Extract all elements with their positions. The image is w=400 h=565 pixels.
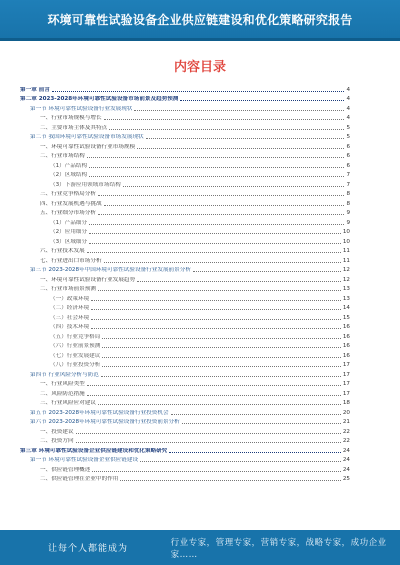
toc-entry-label: 第一节 环境可靠性试验设备行业发展现状 xyxy=(30,105,133,112)
toc-entry-label: 三、行业竞争格局分析 xyxy=(40,191,96,197)
toc-entry[interactable] xyxy=(20,379,350,389)
toc-leader-dots xyxy=(180,100,344,101)
toc-leader-dots xyxy=(92,471,341,472)
toc-leader-dots xyxy=(137,148,344,149)
toc-entry-page: 17 xyxy=(342,381,350,387)
toc-leader-dots xyxy=(87,395,341,396)
toc-entry[interactable] xyxy=(20,189,350,199)
toc-entry-label: 一、投资建议 xyxy=(40,428,74,435)
toc-entry[interactable] xyxy=(20,122,350,132)
toc-entry-page: 6 xyxy=(346,162,350,169)
toc-entry[interactable] xyxy=(20,322,350,332)
toc-entry[interactable] xyxy=(20,369,350,379)
toc-entry[interactable] xyxy=(20,94,350,104)
toc-leader-dots xyxy=(137,281,341,282)
toc-entry-label: 二、风险防范措施 xyxy=(40,390,85,397)
toc-entry[interactable] xyxy=(20,179,350,189)
report-footer xyxy=(0,530,400,565)
toc-entry-label: 第五节 2023-2028年环境可靠性试验设备行业投资机会 xyxy=(30,409,169,416)
toc-entry-page: 4 xyxy=(346,96,350,102)
toc-entry[interactable] xyxy=(20,103,350,113)
toc-entry[interactable] xyxy=(20,331,350,341)
toc-entry-label: 三、行业风险应对建议 xyxy=(40,400,96,406)
toc-leader-dots xyxy=(104,119,345,120)
toc-leader-dots xyxy=(102,347,341,348)
toc-entry[interactable] xyxy=(20,236,350,246)
toc-entry-page: 20 xyxy=(342,409,350,416)
toc-entry[interactable] xyxy=(20,474,350,484)
toc-entry[interactable] xyxy=(20,417,350,427)
toc-leader-dots xyxy=(89,167,344,168)
toc-leader-dots xyxy=(76,433,341,434)
toc-entry-label: 六、行业技术发展 xyxy=(40,248,85,254)
toc-entry-label: 第一节 环境可靠性试验设备企业供应链建设 xyxy=(30,457,139,463)
toc-leader-dots xyxy=(134,110,344,111)
toc-leader-dots xyxy=(98,195,344,196)
toc-leader-dots xyxy=(171,414,341,415)
toc-entry[interactable] xyxy=(20,407,350,417)
toc-leader-dots xyxy=(104,262,341,263)
toc-entry[interactable] xyxy=(20,132,350,142)
toc-entry-page: 12 xyxy=(342,267,350,273)
toc-entry-label: 一、供应链管理概述 xyxy=(40,466,91,473)
footer-tagline: 行业专家，管理专家，营销专家，战略专家，成功企业家…… xyxy=(170,537,387,560)
toc-entry-label: （三）社会环境 xyxy=(50,314,90,321)
toc-entry-label: 第三章 环境可靠性试验设备企业供应链建设和优化策略研究 xyxy=(20,447,168,454)
toc-entry[interactable] xyxy=(20,265,350,275)
toc-entry[interactable] xyxy=(20,151,350,161)
toc-leader-dots xyxy=(91,309,341,310)
toc-entry-label: 第三节 2023-2028年中国环境可靠性试验设备行业发展前景分析 xyxy=(30,267,191,273)
toc-entry-label: 二、行业市场结构 xyxy=(40,153,85,159)
toc-entry-page: 16 xyxy=(342,333,350,340)
toc-entry[interactable] xyxy=(20,293,350,303)
toc-entry-page: 4 xyxy=(346,115,350,121)
toc-entry-page: 13 xyxy=(342,295,350,302)
toc-leader-dots xyxy=(102,366,341,367)
toc-entry-page: 4 xyxy=(346,105,350,112)
toc-entry-label: （3）下游应用领域市场结构 xyxy=(50,181,121,188)
toc-leader-dots xyxy=(89,243,341,244)
report-title: 环境可靠性试验设备企业供应链建设和优化策略研究报告 xyxy=(47,12,353,27)
toc-entry-page: 24 xyxy=(342,466,350,473)
toc-entry[interactable] xyxy=(20,426,350,436)
toc-leader-dots xyxy=(120,480,341,481)
toc-entry[interactable] xyxy=(20,208,350,218)
toc-leader-dots xyxy=(91,319,341,320)
toc-leader-dots xyxy=(89,176,344,177)
table-of-contents xyxy=(20,84,350,483)
toc-entry-page: 7 xyxy=(346,181,350,188)
toc-entry[interactable] xyxy=(20,198,350,208)
toc-entry[interactable] xyxy=(20,455,350,465)
toc-leader-dots xyxy=(76,442,341,443)
toc-entry-label: （五）行业竞争格局 xyxy=(50,333,101,340)
toc-leader-dots xyxy=(146,138,345,139)
toc-entry-label: （3）区域细分 xyxy=(50,238,88,245)
toc-entry-page: 16 xyxy=(342,352,350,359)
toc-entry-label: 第四节 行业风险分析与防范 xyxy=(30,371,99,378)
toc-entry-label: 二、行业市场前景预测 xyxy=(40,286,96,292)
toc-entry-label: 第一章 前言 xyxy=(20,86,50,93)
toc-entry-page: 24 xyxy=(342,457,350,463)
toc-leader-dots xyxy=(169,452,340,453)
toc-leader-dots xyxy=(98,214,344,215)
toc-entry[interactable] xyxy=(20,84,350,94)
toc-entry-page: 14 xyxy=(342,305,350,311)
toc-leader-dots xyxy=(52,91,345,92)
toc-entry[interactable] xyxy=(20,141,350,151)
toc-leader-dots xyxy=(87,385,341,386)
toc-entry-page: 25 xyxy=(342,476,350,482)
toc-entry-label: （2）区域结构 xyxy=(50,172,88,178)
toc-entry-label: （二）经济环境 xyxy=(50,305,90,311)
toc-entry[interactable] xyxy=(20,217,350,227)
toc-leader-dots xyxy=(104,205,345,206)
header-divider xyxy=(0,38,400,41)
toc-leader-dots xyxy=(102,357,341,358)
toc-leader-dots xyxy=(182,423,341,424)
toc-entry-page: 16 xyxy=(342,324,350,330)
toc-entry-page: 22 xyxy=(342,428,350,435)
toc-entry[interactable] xyxy=(20,246,350,256)
toc-leader-dots xyxy=(109,129,344,130)
toc-entry-page: 24 xyxy=(342,447,350,454)
toc-entry-page: 12 xyxy=(342,276,350,283)
toc-entry-label: 一、行业风险类型 xyxy=(40,381,85,387)
toc-entry-label: （一）政策环境 xyxy=(50,295,90,302)
toc-leader-dots xyxy=(89,233,341,234)
toc-entry-page: 10 xyxy=(342,238,350,245)
toc-leader-dots xyxy=(91,328,341,329)
toc-entry[interactable] xyxy=(20,445,350,455)
toc-entry-page: 16 xyxy=(342,343,350,349)
toc-entry[interactable] xyxy=(20,303,350,313)
toc-leader-dots xyxy=(89,224,344,225)
toc-entry[interactable] xyxy=(20,227,350,237)
toc-entry[interactable] xyxy=(20,350,350,360)
toc-leader-dots xyxy=(140,461,341,462)
toc-entry-page: 9 xyxy=(346,210,350,216)
toc-entry[interactable] xyxy=(20,170,350,180)
toc-entry-page: 9 xyxy=(346,219,350,226)
toc-leader-dots xyxy=(87,252,341,253)
toc-leader-dots xyxy=(101,376,341,377)
toc-entry[interactable] xyxy=(20,398,350,408)
toc-entry-page: 13 xyxy=(342,286,350,292)
toc-entry-label: 一、行业市场规模与增长 xyxy=(40,115,102,121)
toc-entry-label: （1）产品细分 xyxy=(50,219,88,226)
toc-entry-label: （2）应用细分 xyxy=(50,229,88,235)
toc-entry[interactable] xyxy=(20,388,350,398)
toc-entry[interactable] xyxy=(20,284,350,294)
toc-entry[interactable] xyxy=(20,274,350,284)
toc-entry-page: 8 xyxy=(346,200,350,207)
toc-entry-label: 第六节 2023-2028年环境可靠性试验设备行业投资前景分析 xyxy=(30,419,180,425)
toc-entry-label: 五、行业细分市场分析 xyxy=(40,210,96,216)
toc-entry-page: 22 xyxy=(342,438,350,444)
toc-entry-page: 5 xyxy=(346,134,350,140)
toc-entry-page: 11 xyxy=(342,257,350,264)
toc-entry-label: 二、主要市场主体及其特点 xyxy=(40,124,108,131)
toc-entry[interactable] xyxy=(20,160,350,170)
toc-entry-label: 二、供应链管理在企业中的作用 xyxy=(40,476,119,482)
toc-entry-label: （四）技术环境 xyxy=(50,324,90,330)
toc-entry[interactable] xyxy=(20,341,350,351)
toc-leader-dots xyxy=(193,271,341,272)
toc-entry-label: 第二节 我国环境可靠性试验设备市场发展现状 xyxy=(30,134,144,140)
toc-entry-page: 17 xyxy=(342,390,350,397)
toc-heading: 内容目录 xyxy=(173,60,226,75)
toc-entry-label: （七）行业发展建议 xyxy=(50,352,101,359)
toc-entry-page: 15 xyxy=(342,314,350,321)
toc-entry-label: （1）产品结构 xyxy=(50,162,88,169)
toc-entry-page: 8 xyxy=(346,191,350,197)
toc-entry-label: （六）行业前景预测 xyxy=(50,343,101,349)
toc-entry-page: 5 xyxy=(346,124,350,131)
toc-entry-page: 21 xyxy=(342,419,350,425)
report-header xyxy=(0,0,400,38)
toc-leader-dots xyxy=(98,404,341,405)
toc-entry-page: 10 xyxy=(342,229,350,235)
footer-slogan: 让每个人都能成为 xyxy=(48,544,129,554)
toc-entry[interactable] xyxy=(20,436,350,446)
toc-entry-label: 七、行业进出口市场分析 xyxy=(40,257,102,264)
toc-leader-dots xyxy=(123,186,345,187)
toc-entry-label: 四、行业发展机遇与挑战 xyxy=(40,200,102,207)
toc-entry[interactable] xyxy=(20,255,350,265)
toc-entry-label: 一、环境可靠性试验设备行业发展趋势 xyxy=(40,276,136,283)
toc-entry[interactable] xyxy=(20,312,350,322)
toc-entry-page: 6 xyxy=(346,153,350,159)
toc-entry-page: 11 xyxy=(342,248,350,254)
toc-entry-page: 4 xyxy=(346,86,350,93)
toc-entry-page: 17 xyxy=(342,371,350,378)
toc-entry-label: 一、环境可靠性试验设备行业市场规模 xyxy=(40,143,136,150)
toc-entry-page: 18 xyxy=(342,400,350,406)
toc-entry-label: 二、投资方向 xyxy=(40,438,74,444)
toc-entry[interactable] xyxy=(20,464,350,474)
toc-entry[interactable] xyxy=(20,360,350,370)
toc-leader-dots xyxy=(91,300,341,301)
toc-entry-page: 6 xyxy=(346,143,350,150)
toc-entry-label: （八）行业投资分析 xyxy=(50,362,101,368)
toc-entry-page: 7 xyxy=(346,172,350,178)
toc-entry[interactable] xyxy=(20,113,350,123)
toc-entry-page: 17 xyxy=(342,362,350,368)
toc-leader-dots xyxy=(102,338,341,339)
toc-leader-dots xyxy=(98,290,341,291)
toc-entry-label: 第二章 2023-2028年环境可靠性试验设备市场前景及趋势预测 xyxy=(20,96,179,102)
toc-leader-dots xyxy=(87,157,345,158)
